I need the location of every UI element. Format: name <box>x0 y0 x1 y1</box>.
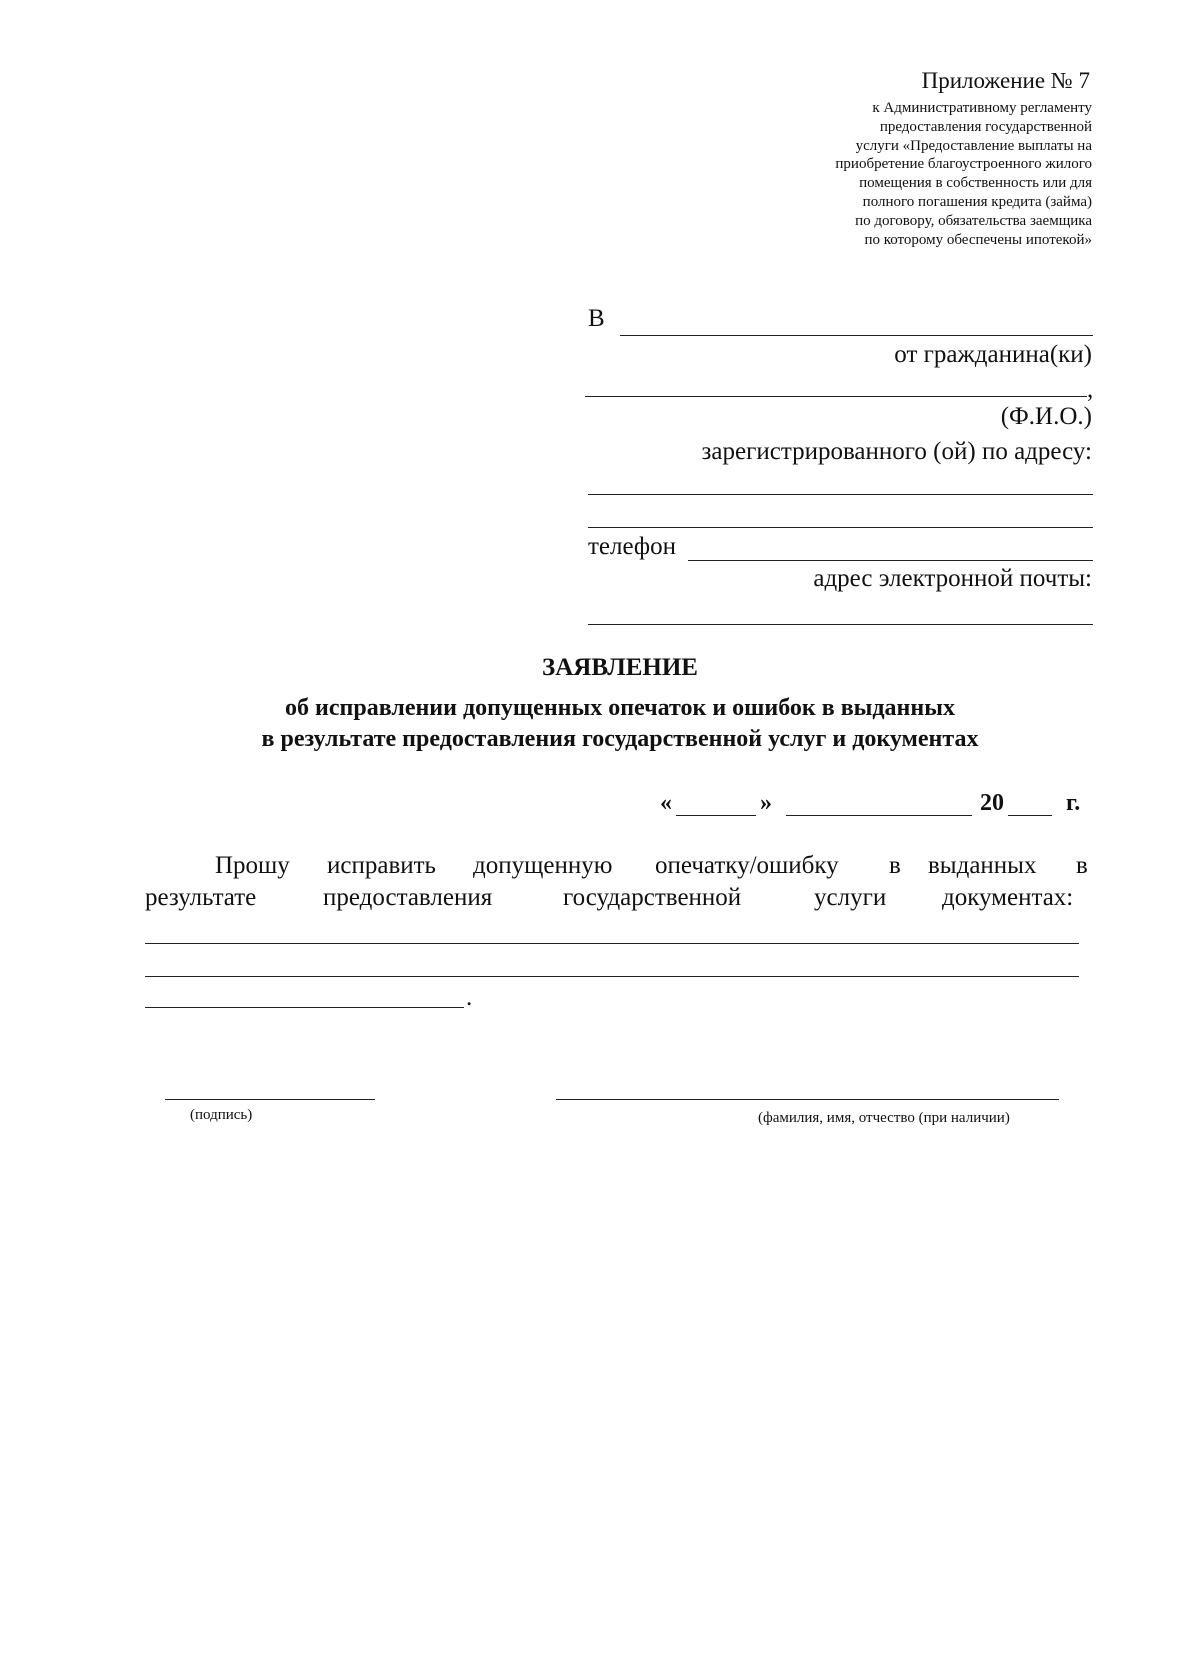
appendix-line: к Административному регламенту <box>872 100 1092 116</box>
request-word: документах: <box>942 884 1074 911</box>
appendix-title: Приложение № 7 <box>921 68 1090 93</box>
fio-comma: , <box>1087 376 1094 403</box>
full-name-caption: (фамилия, имя, отчество (при наличии) <box>758 1110 1010 1126</box>
appendix-line: приобретение благоустроенного жилого <box>835 156 1092 173</box>
request-word: услуги <box>814 884 887 911</box>
appendix-line: по которому обеспечены ипотекой» <box>864 231 1092 248</box>
address-blank-line-2[interactable] <box>588 527 1093 528</box>
appendix-reference <box>672 99 1092 249</box>
documents-blank-line-3[interactable] <box>145 1007 464 1008</box>
appendix-line: по договору, обязательства заемщика <box>855 212 1092 229</box>
signature-line[interactable] <box>165 1099 375 1100</box>
month-blank-line[interactable] <box>786 815 972 816</box>
day-blank-line[interactable] <box>676 815 756 816</box>
from-citizen-label: от гражданина(ки) <box>894 341 1092 368</box>
statement-subtitle-line2: в результате предоставления государственной услуг и документах <box>261 726 979 752</box>
request-word: государственной <box>563 884 742 911</box>
documents-blank-line-1[interactable] <box>145 943 1079 944</box>
statement-subtitle-line1: об исправлении допущенных опечаток и ошибок в выданных <box>285 695 955 721</box>
request-word: предоставления <box>323 884 493 911</box>
request-word: опечатку/ошибку <box>655 852 839 879</box>
request-word: результате <box>145 884 257 911</box>
address-blank-line-1[interactable] <box>588 494 1093 495</box>
year-blank-line[interactable] <box>1008 815 1052 816</box>
request-word: исправить <box>327 852 436 879</box>
signature-caption: (подпись) <box>190 1107 253 1123</box>
request-word: в <box>1076 852 1088 879</box>
request-word: Прошу <box>215 852 290 879</box>
year-suffix: г. <box>1066 790 1081 816</box>
fio-blank-line[interactable] <box>585 396 1087 397</box>
phone-blank-line[interactable] <box>688 560 1093 561</box>
appendix-line: предоставления государственной <box>879 118 1092 135</box>
request-word: допущенную <box>473 852 613 879</box>
statement-title: ЗАЯВЛЕНИЕ <box>542 654 698 681</box>
request-word: в <box>889 852 901 879</box>
year-prefix: 20 <box>980 790 1004 816</box>
appendix-line: помещения в собственность или для <box>859 175 1092 192</box>
documents-period: . <box>466 984 473 1011</box>
appendix-line: полного погашения кредита (займа) <box>862 193 1092 210</box>
recipient-blank-line[interactable] <box>620 335 1093 336</box>
request-word: выданных <box>928 852 1037 879</box>
registered-address-label: зарегистрированного (ой) по адресу: <box>701 438 1092 465</box>
documents-blank-line-2[interactable] <box>145 976 1079 977</box>
to-prefix: В <box>588 305 605 332</box>
date-close-quote: » <box>760 790 772 816</box>
phone-label: телефон <box>588 533 676 560</box>
email-blank-line[interactable] <box>588 624 1093 625</box>
email-label: адрес электронной почты: <box>813 565 1092 592</box>
appendix-line: услуги «Предоставление выплаты на <box>855 137 1092 154</box>
date-open-quote: « <box>660 790 672 816</box>
fio-hint: (Ф.И.О.) <box>1000 403 1092 430</box>
full-name-line[interactable] <box>556 1099 1059 1100</box>
